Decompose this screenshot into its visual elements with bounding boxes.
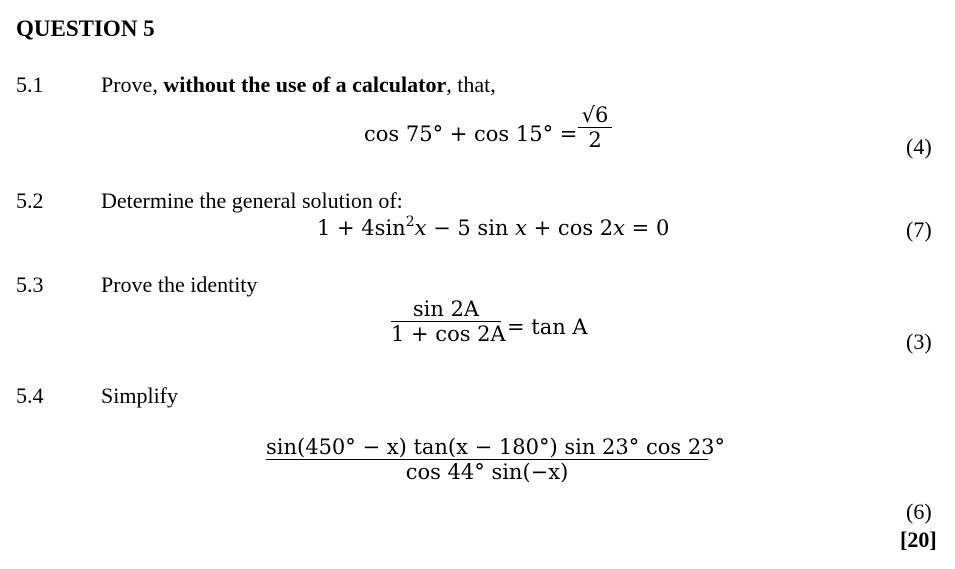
instruction-bold-text: without the use of a calculator: [163, 72, 447, 97]
equation-variable: x: [414, 216, 427, 240]
marks-5-4: (6): [906, 499, 932, 524]
question-heading: QUESTION 5: [16, 16, 155, 41]
instruction-text: Prove,: [101, 72, 164, 97]
equation-5-2: [317, 216, 669, 240]
question-number-5-2: 5.2: [16, 188, 44, 213]
equation-part: + cos 2: [526, 216, 614, 240]
question-5-2-instruction: Determine the general solution of:: [101, 188, 403, 213]
total-marks: [20]: [900, 527, 937, 552]
equation-5-3-fraction: [391, 297, 506, 346]
marks-5-3: (3): [906, 329, 932, 354]
question-5-3-instruction: Prove the identity: [101, 272, 258, 297]
fraction-numerator: sin(450° − x) tan(x − 180°) sin 23° cos 23°: [266, 435, 726, 459]
question-5-1-instruction: [101, 72, 496, 98]
fraction-numerator: sin 2A: [412, 297, 480, 321]
equation-variable: x: [613, 216, 625, 240]
fraction-denominator: 2: [588, 128, 602, 152]
question-5-4-instruction: Simplify: [101, 383, 179, 408]
fraction-denominator: 1 + cos 2A: [391, 322, 506, 346]
marks-5-1: (4): [906, 134, 932, 159]
equation-part: 1 + 4sin: [317, 216, 406, 240]
equation-variable: x: [515, 216, 527, 240]
question-number-5-4: 5.4: [16, 383, 44, 408]
equation-5-4-fraction: [266, 435, 726, 484]
instruction-text-end: , that,: [446, 72, 496, 97]
equation-5-1-fraction: [578, 103, 612, 152]
equation-exponent: 2: [405, 214, 415, 230]
equation-part: − 5 sin: [426, 216, 516, 240]
fraction-numerator: √6: [581, 103, 609, 127]
question-number-5-3: 5.3: [16, 272, 44, 297]
marks-5-2: (7): [906, 217, 932, 242]
question-number-5-1: 5.1: [16, 72, 44, 97]
equation-5-3-rhs: = tan A: [507, 315, 588, 339]
fraction-denominator: cos 44° sin(−x): [405, 460, 569, 484]
equation-part: = 0: [625, 216, 670, 240]
equation-5-1-lhs: cos 75° + cos 15° =: [364, 122, 578, 146]
